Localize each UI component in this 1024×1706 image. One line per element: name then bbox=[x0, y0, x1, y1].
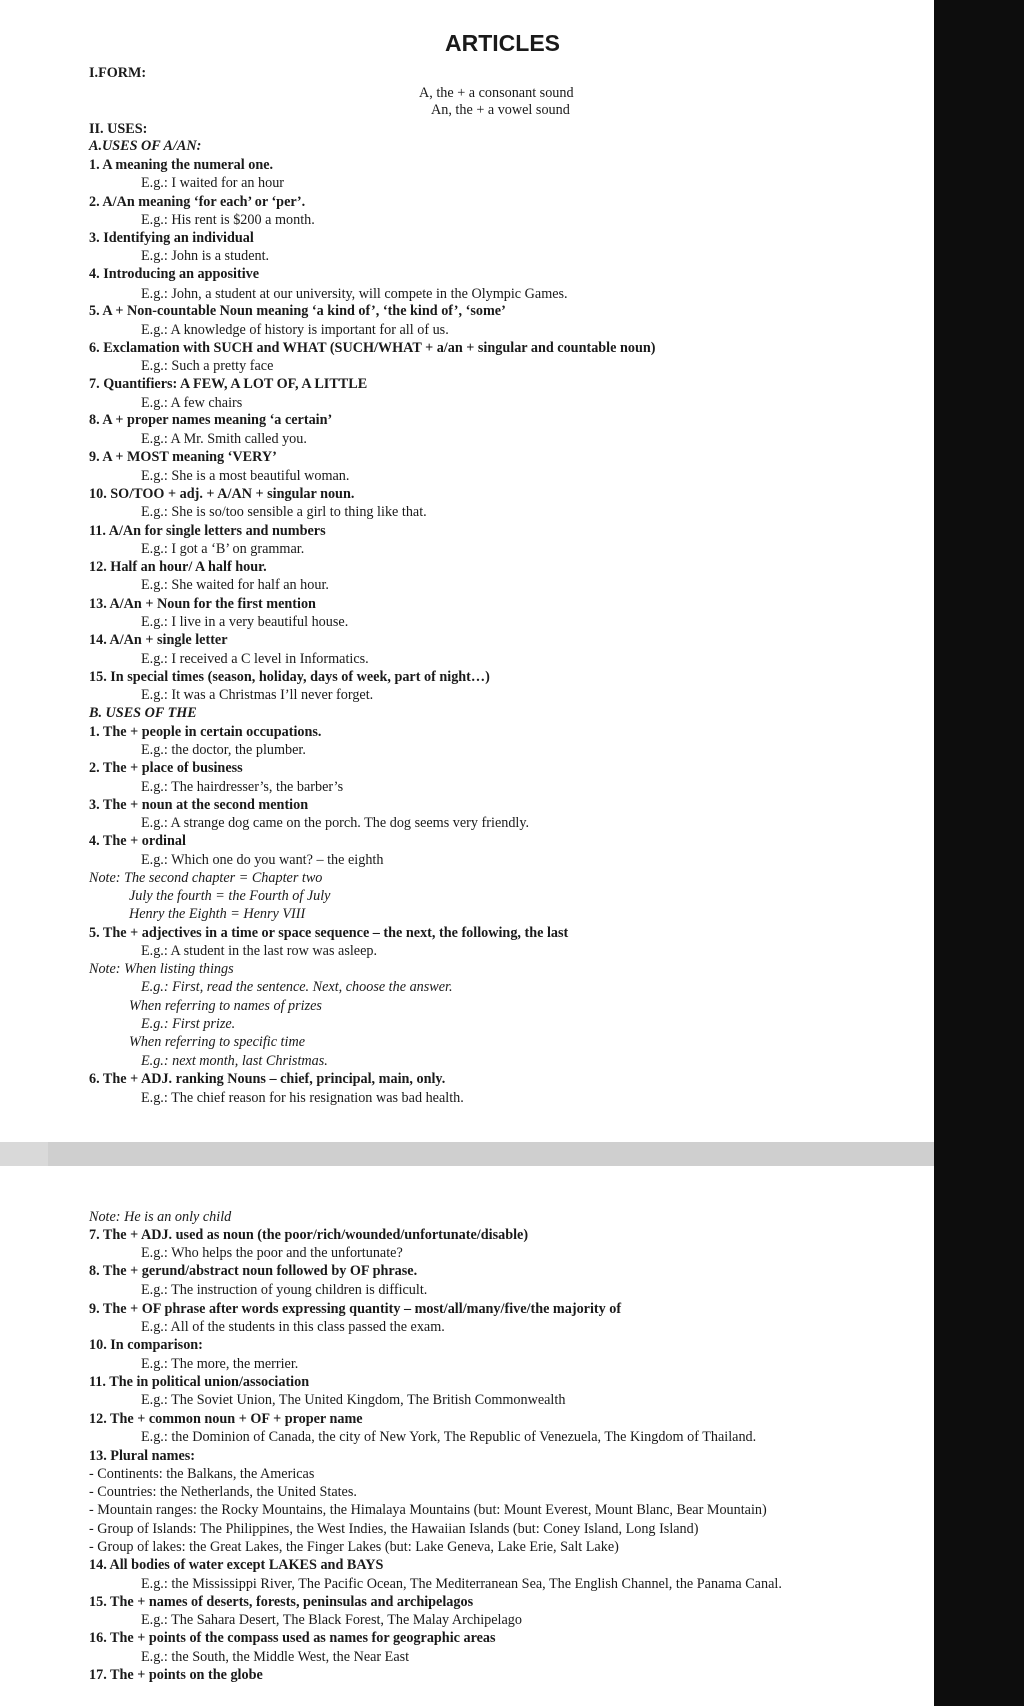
document-page-2 bbox=[0, 1166, 934, 1706]
rule-title: 13. Plural names: bbox=[89, 1448, 196, 1464]
rule-example: E.g.: She waited for half an hour. bbox=[141, 577, 329, 593]
rule-example: E.g.: She is a most beautiful woman. bbox=[141, 468, 350, 484]
rule-title: 12. Half an hour/ A half hour. bbox=[89, 559, 267, 575]
rule-title: 13. A/An + Noun for the first mention bbox=[89, 596, 316, 612]
rule-example: E.g.: The Sahara Desert, The Black Forest, The Malay Archipelago bbox=[141, 1612, 522, 1628]
rule-title: 15. The + names of deserts, forests, peninsulas and archipelagos bbox=[89, 1594, 474, 1610]
rule-title: 3. The + noun at the second mention bbox=[89, 797, 309, 813]
rule-title: 7. The + ADJ. used as noun (the poor/rich/wounded/unfortunate/disable) bbox=[89, 1227, 529, 1243]
note-line: When referring to specific time bbox=[129, 1034, 305, 1050]
rule-example: E.g.: A strange dog came on the porch. The dog seems very friendly. bbox=[141, 815, 530, 831]
rule-example: E.g.: His rent is $200 a month. bbox=[141, 212, 315, 228]
list-item: - Countries: the Netherlands, the United States. bbox=[89, 1484, 357, 1500]
note-line: E.g.: next month, last Christmas. bbox=[141, 1053, 328, 1069]
section-b-heading: B. USES OF THE bbox=[89, 705, 197, 721]
note-line: Note: The second chapter = Chapter two bbox=[89, 870, 323, 886]
note-line: Note: When listing things bbox=[89, 961, 234, 977]
rule-title: 4. Introducing an appositive bbox=[89, 266, 260, 282]
list-item: - Continents: the Balkans, the Americas bbox=[89, 1466, 315, 1482]
rule-example: E.g.: A student in the last row was asleep. bbox=[141, 943, 378, 959]
rule-title: 10. SO/TOO + adj. + A/AN + singular noun. bbox=[89, 486, 355, 502]
list-item: - Group of lakes: the Great Lakes, the Finger Lakes (but: Lake Geneva, Lake Erie, Salt Lake) bbox=[89, 1539, 619, 1555]
rule-title: 14. A/An + single letter bbox=[89, 632, 228, 648]
rule-example: E.g.: I received a C level in Informatics. bbox=[141, 651, 369, 667]
rule-example: E.g.: John is a student. bbox=[141, 248, 270, 264]
rule-title: 8. A + proper names meaning ‘a certain’ bbox=[89, 412, 333, 428]
rule-title: 12. The + common noun + OF + proper name bbox=[89, 1411, 363, 1427]
rule-example: E.g.: I live in a very beautiful house. bbox=[141, 614, 349, 630]
rule-title: 1. The + people in certain occupations. bbox=[89, 724, 322, 740]
rule-title: 3. Identifying an individual bbox=[89, 230, 254, 246]
list-item: - Group of Islands: The Philippines, the West Indies, the Hawaiian Islands (but: Coney Island, Long Island) bbox=[89, 1521, 699, 1537]
note-line: E.g.: First, read the sentence. Next, choose the answer. bbox=[141, 979, 453, 995]
rule-example: E.g.: the Dominion of Canada, the city of New York, The Republic of Venezuela, The Kingdom of Thailand. bbox=[141, 1429, 757, 1445]
rule-example: E.g.: I got a ‘B’ on grammar. bbox=[141, 541, 305, 557]
note-line: Henry the Eighth = Henry VIII bbox=[129, 906, 306, 922]
screen-edge-bar bbox=[934, 0, 1024, 1706]
rule-title: 17. The + points on the globe bbox=[89, 1667, 263, 1683]
rule-title: 2. A/An meaning ‘for each’ or ‘per’. bbox=[89, 194, 306, 210]
rule-title: 11. The in political union/association bbox=[89, 1374, 310, 1390]
rule-title: 16. The + points of the compass used as names for geographic areas bbox=[89, 1630, 496, 1646]
rule-title: 14. All bodies of water except LAKES and BAYS bbox=[89, 1557, 384, 1573]
rule-example: E.g.: A Mr. Smith called you. bbox=[141, 431, 307, 447]
rule-example: E.g.: Such a pretty face bbox=[141, 358, 274, 374]
rule-title: 5. A + Non-countable Noun meaning ‘a kind of’, ‘the kind of’, ‘some’ bbox=[89, 303, 506, 319]
rule-title: 5. The + adjectives in a time or space sequence – the next, the following, the last bbox=[89, 925, 569, 941]
uses-heading: II. USES: bbox=[89, 121, 148, 137]
rule-title: 15. In special times (season, holiday, days of week, part of night…) bbox=[89, 669, 490, 685]
note-line: Note: He is an only child bbox=[89, 1209, 232, 1225]
rule-title: 6. The + ADJ. ranking Nouns – chief, principal, main, only. bbox=[89, 1071, 446, 1087]
section-a-heading: A.USES OF A/AN: bbox=[89, 138, 202, 154]
rule-example: E.g.: She is so/too sensible a girl to thing like that. bbox=[141, 504, 427, 520]
rule-title: 9. The + OF phrase after words expressing quantity – most/all/many/five/the majority of bbox=[89, 1301, 622, 1317]
rule-example: E.g.: Who helps the poor and the unfortunate? bbox=[141, 1245, 403, 1261]
rule-example: E.g.: A few chairs bbox=[141, 395, 243, 411]
form-rule: A, the + a consonant sound bbox=[419, 85, 574, 101]
rule-title: 2. The + place of business bbox=[89, 760, 243, 776]
rule-example: E.g.: The instruction of young children is difficult. bbox=[141, 1282, 428, 1298]
note-line: When referring to names of prizes bbox=[129, 998, 322, 1014]
rule-title: 10. In comparison: bbox=[89, 1337, 203, 1353]
note-line: E.g.: First prize. bbox=[141, 1016, 236, 1032]
rule-example: E.g.: The Soviet Union, The United Kingdom, The British Commonwealth bbox=[141, 1392, 566, 1408]
rule-example: E.g.: It was a Christmas I’ll never forget. bbox=[141, 687, 374, 703]
page-gap bbox=[48, 1142, 934, 1166]
form-rule: An, the + a vowel sound bbox=[431, 102, 570, 118]
form-heading: I.FORM: bbox=[89, 65, 147, 81]
rule-title: 1. A meaning the numeral one. bbox=[89, 157, 274, 173]
rule-title: 8. The + gerund/abstract noun followed by OF phrase. bbox=[89, 1263, 418, 1279]
rule-title: 4. The + ordinal bbox=[89, 833, 186, 849]
rule-example: E.g.: I waited for an hour bbox=[141, 175, 285, 191]
rule-example: E.g.: The hairdresser’s, the barber’s bbox=[141, 779, 344, 795]
rule-example: E.g.: The chief reason for his resignation was bad health. bbox=[141, 1090, 464, 1106]
rule-example: E.g.: A knowledge of history is important for all of us. bbox=[141, 322, 449, 338]
rule-title: 9. A + MOST meaning ‘VERY’ bbox=[89, 449, 277, 465]
rule-example: E.g.: John, a student at our university, will compete in the Olympic Games. bbox=[141, 286, 568, 302]
rule-title: 11. A/An for single letters and numbers bbox=[89, 523, 326, 539]
rule-example: E.g.: All of the students in this class passed the exam. bbox=[141, 1319, 445, 1335]
rule-example: E.g.: the doctor, the plumber. bbox=[141, 742, 306, 758]
rule-example: E.g.: The more, the merrier. bbox=[141, 1356, 299, 1372]
list-item: - Mountain ranges: the Rocky Mountains, the Himalaya Mountains (but: Mount Everest, Mount Blanc, Bear Mountain) bbox=[89, 1502, 767, 1518]
rule-title: 7. Quantifiers: A FEW, A LOT OF, A LITTLE bbox=[89, 376, 368, 392]
rule-example: E.g.: the Mississippi River, The Pacific Ocean, The Mediterranean Sea, The English Channel, the Panama Canal. bbox=[141, 1576, 782, 1592]
rule-example: E.g.: the South, the Middle West, the Near East bbox=[141, 1649, 410, 1665]
rule-title: 6. Exclamation with SUCH and WHAT (SUCH/WHAT + a/an + singular and countable noun) bbox=[89, 340, 656, 356]
rule-example: E.g.: Which one do you want? – the eighth bbox=[141, 852, 384, 868]
note-line: July the fourth = the Fourth of July bbox=[129, 888, 331, 904]
page-title: ARTICLES bbox=[445, 30, 560, 56]
